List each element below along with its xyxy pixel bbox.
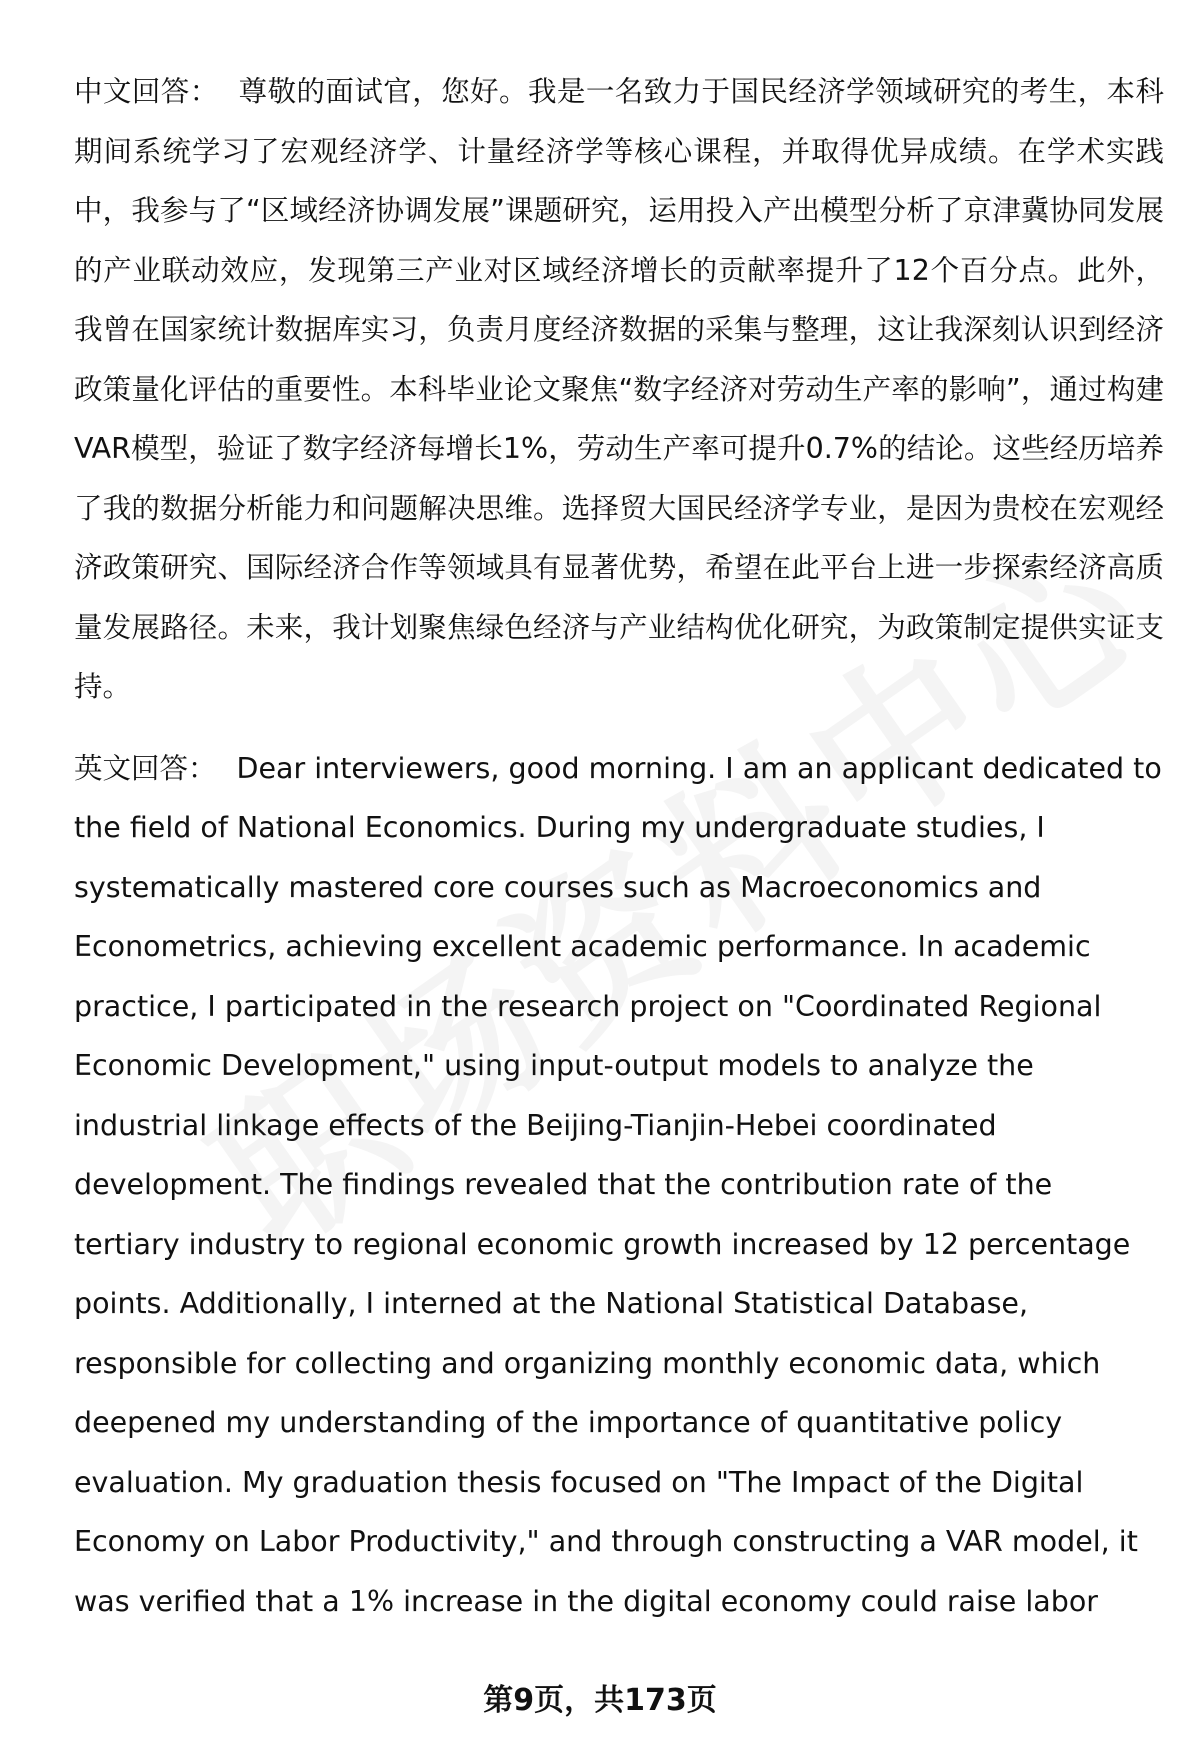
- chinese-answer-paragraph: [74, 62, 1164, 717]
- english-answer-paragraph: [74, 739, 1164, 1632]
- english-answer-text: Dear interviewers, good morning. I am an applicant dedicated to the field of National Economics. During my undergraduate studies, I systematically mastered core courses such as Macroeconomics and Econometrics, achieving excellent academic performance. In academic practice, I participated in the research project on "Coordinated Regional Economic Development," using input-output models to analyze the industrial linkage effects of the Beijing-Tianjin-Hebei coordinated development. The findings revealed that the contribution rate of the tertiary industry to regional economic growth increased by 12 percentage points. Additionally, I interned at the National Statistical Database, responsible for collecting and organizing monthly economic data, which deepened my understanding of the importance of quantitative policy evaluation. My graduation thesis focused on "The Impact of the Digital Economy on Labor Productivity," and through constructing a VAR model, it was verified that a 1% increase in the digital economy could raise labor: [74, 751, 1162, 1618]
- page-number: 第9页，共173页: [483, 1683, 717, 1718]
- document-body: [74, 62, 1164, 1631]
- chinese-answer-text: 尊敬的面试官，您好。我是一名致力于国民经济学领域研究的考生，本科期间系统学习了宏观经济学、计量经济学等核心课程，并取得优异成绩。在学术实践中，我参与了“区域经济协调发展”课题研究，运用投入产出模型分析了京津冀协同发展的产业联动效应，发现第三产业对区域经济增长的贡献率提升了12个百分点。此外，我曾在国家统计数据库实习，负责月度经济数据的采集与整理，这让我深刻认识到经济政策量化评估的重要性。本科毕业论文聚焦“数字经济对劳动生产率的影响”，通过构建VAR模型，验证了数字经济每增长1%，劳动生产率可提升0.7%的结论。这些经历培养了我的数据分析能力和问题解决思维。选择贸大国民经济学专业，是因为贵校在宏观经济政策研究、国际经济合作等领域具有显著优势，希望在此平台上进一步探索经济高质量发展路径。未来，我计划聚焦绿色经济与产业结构优化研究，为政策制定提供实证支持。: [74, 75, 1164, 703]
- chinese-answer-label: 中文回答：: [74, 75, 219, 108]
- english-answer-label: 英文回答：: [74, 751, 217, 785]
